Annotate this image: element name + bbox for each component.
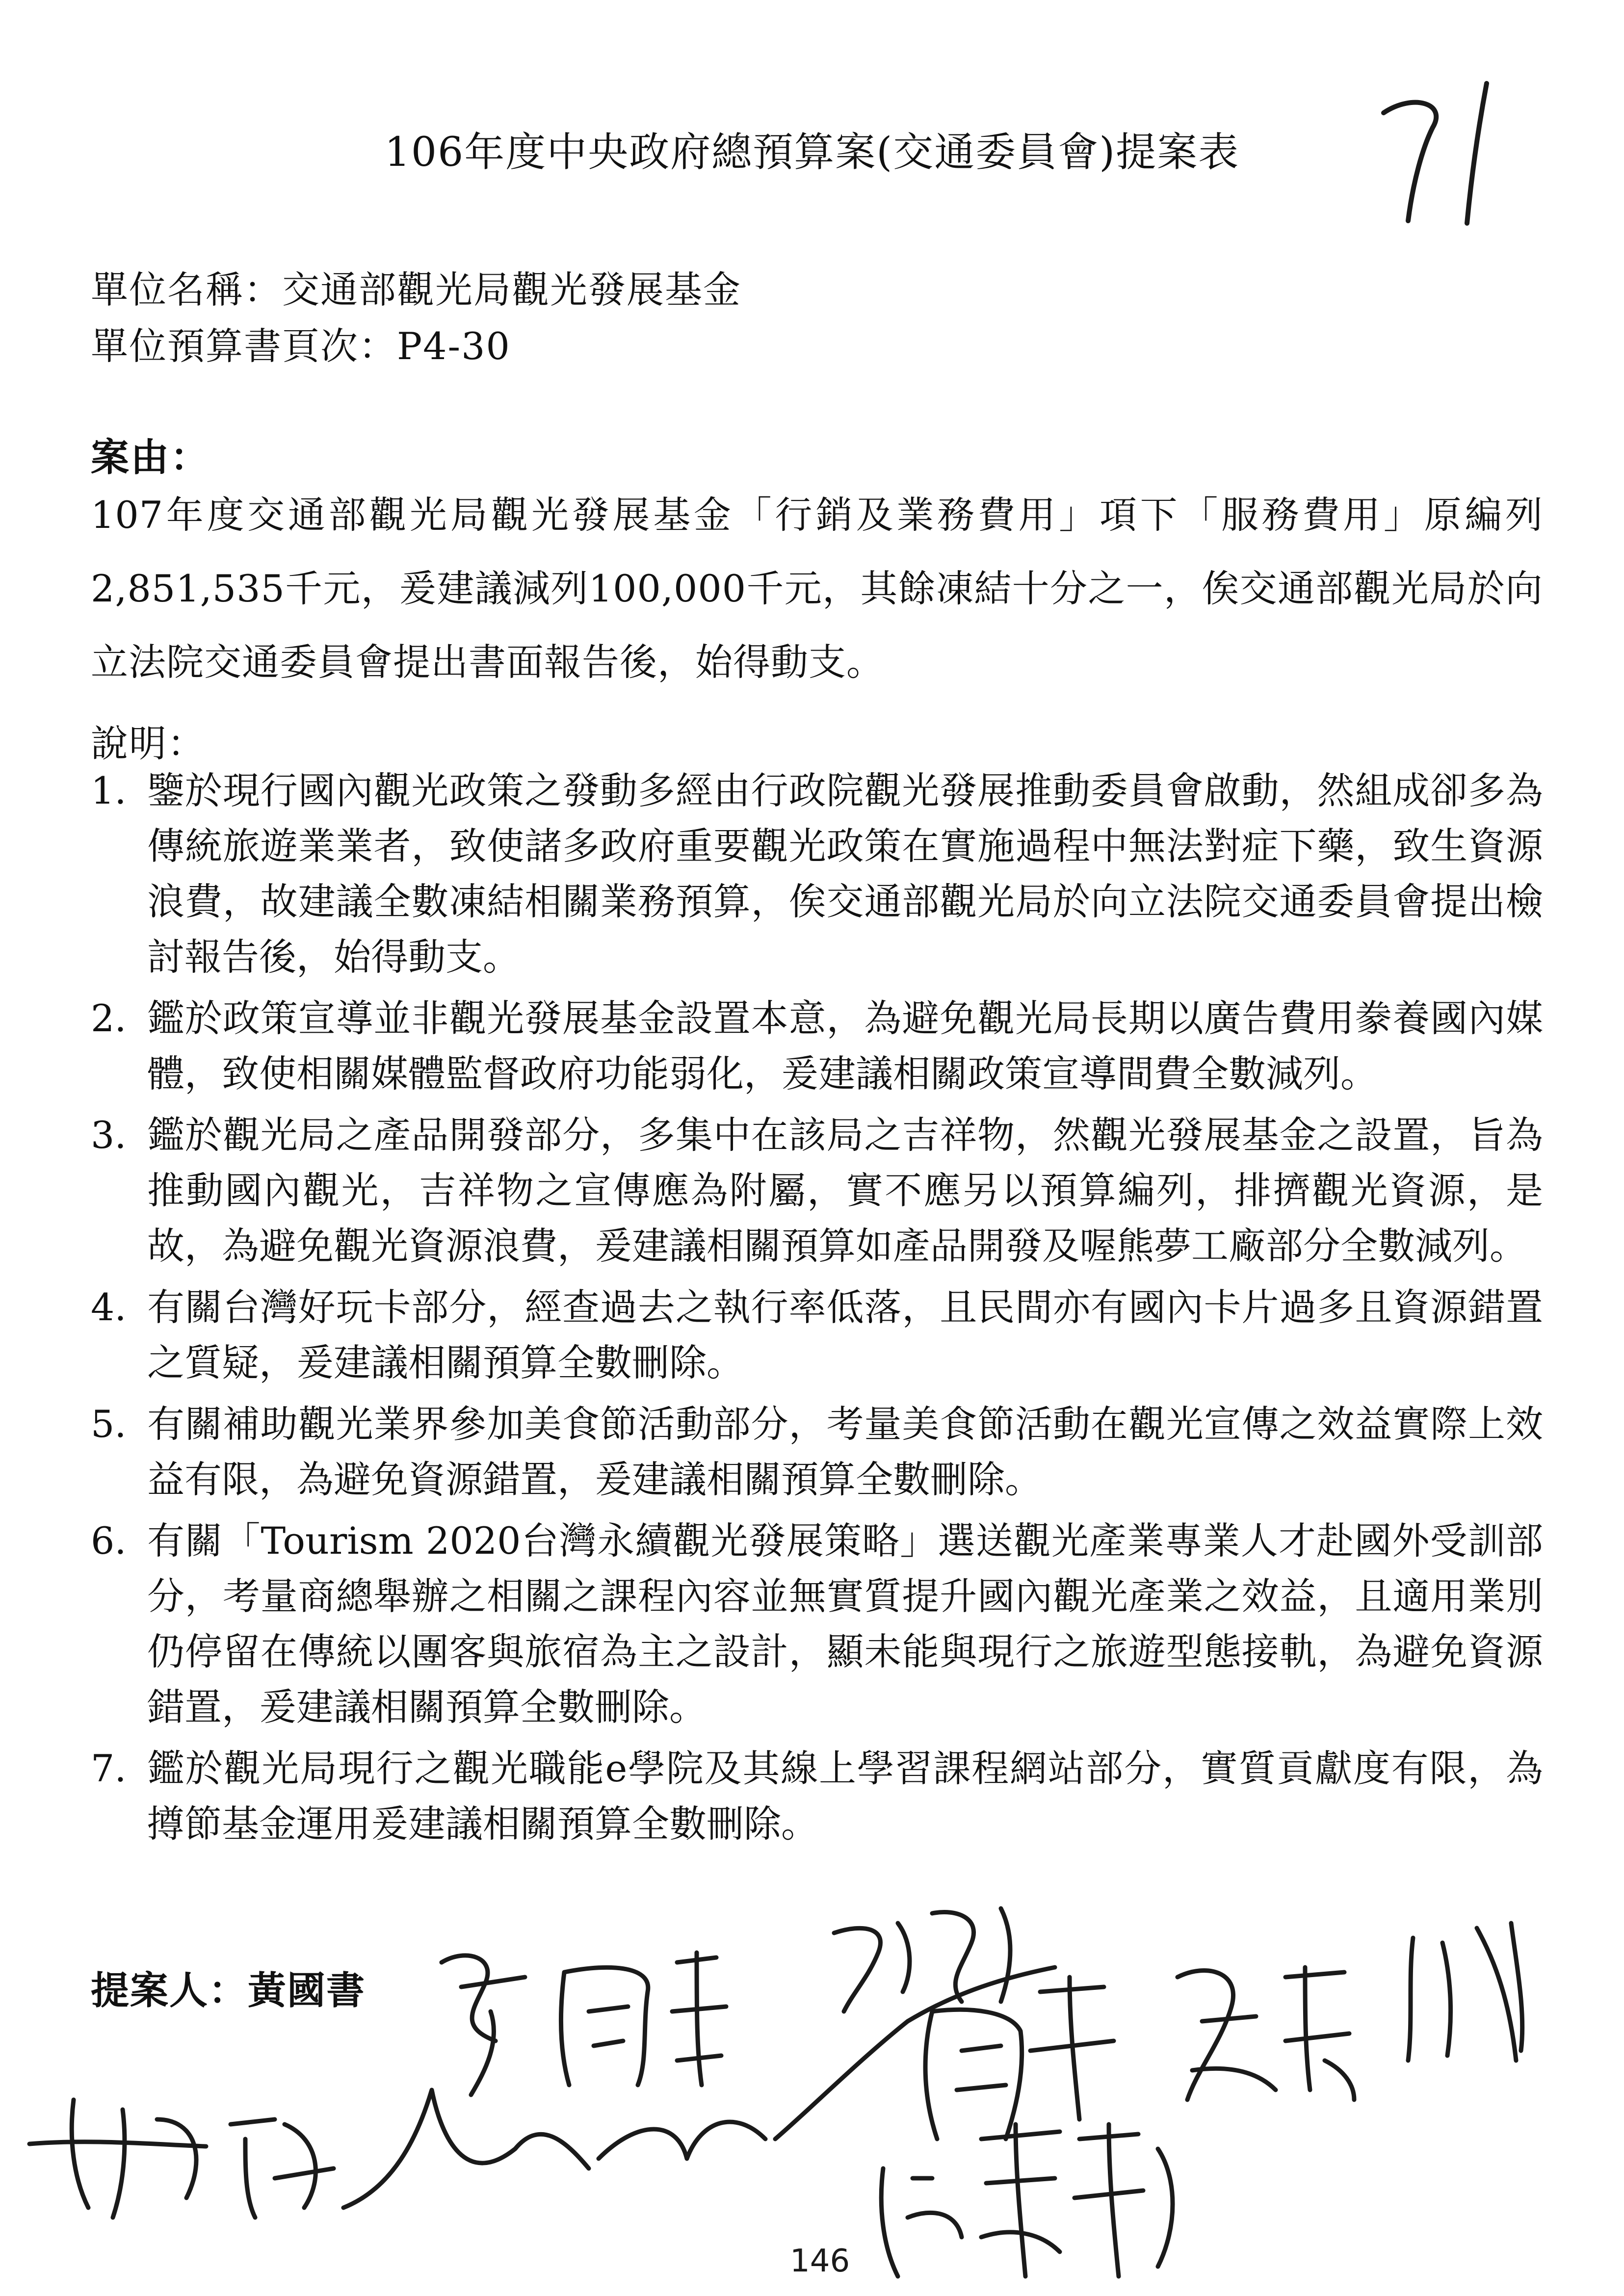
item-number: 1. [91, 769, 127, 812]
reason-text: 107年度交通部觀光局觀光發展基金「行銷及業務費用」項下「服務費用」原編列2,851,535千元，爰建議減列100,000千元，其餘凍結十分之一，俟交通部觀光局於向立法院交通委員會提出書面報告後，始得動支。 [91, 493, 1543, 684]
explanation-heading: 說明： [91, 722, 206, 765]
item-number: 3. [91, 1113, 127, 1157]
signature-7 [790, 2124, 1173, 2279]
signature-4 [925, 1977, 1114, 2139]
handwritten-page-number [1374, 74, 1521, 231]
explanation-item [91, 763, 1543, 985]
item-number: 4. [91, 1285, 127, 1329]
handwritten-signatures [0, 1864, 1624, 2296]
reason-heading: 案由： [91, 435, 210, 480]
explanation-item [91, 991, 1543, 1101]
signature-5 [1178, 1923, 1522, 2100]
item-number: 6. [91, 1519, 127, 1563]
explanation-item [91, 1396, 1543, 1507]
svg-text:146: 146 [790, 2243, 850, 2279]
explanation-item [91, 1279, 1543, 1390]
budget-page-ref: 單位預算書頁次：P4-30 [91, 324, 511, 368]
item-text: 有關補助觀光業界參加美食節活動部分，考量美食節活動在觀光宣傳之效益實際上效益有限，為避免資源錯置，爰建議相關預算全數刪除。 [147, 1402, 1543, 1501]
item-text: 有關「Tourism 2020台灣永續觀光發展策略」選送觀光產業專業人才赴國外受訓部分，考量商總舉辦之相關之課程內容並無實質提升國內觀光產業之效益，且適用業別仍停留在傳統以團客與旅宿為主之設計，顯未能與現行之旅遊型態接軌，為避免資源錯置，爰建議相關預算全數刪除。 [147, 1519, 1543, 1729]
signature-2 [561, 1953, 726, 2085]
proposer-label: 提案人：黃國書 [91, 1968, 366, 2013]
item-number: 2. [91, 996, 127, 1040]
item-number: 7. [91, 1747, 127, 1790]
explanation-item [91, 1107, 1543, 1274]
item-number: 5. [91, 1402, 127, 1446]
signature-1 [442, 1956, 525, 2095]
signature-6 [29, 1967, 1055, 2218]
item-text: 鑒於現行國內觀光政策之發動多經由行政院觀光發展推動委員會啟動，然組成卻多為傳統旅遊業業者，致使諸多政府重要觀光政策在實施過程中無法對症下藥，致生資源浪費，故建議全數凍結相關業務預算，俟交通部觀光局於向立法院交通委員會提出檢討報告後，始得動支。 [147, 769, 1543, 979]
item-text: 鑑於觀光局現行之觀光職能e學院及其線上學習課程網站部分，實質貢獻度有限，為撙節基金運用爰建議相關預算全數刪除。 [147, 1747, 1543, 1846]
explanation-list [91, 763, 1543, 1857]
unit-name: 單位名稱：交通部觀光局觀光發展基金 [91, 268, 741, 312]
explanation-item [91, 1513, 1543, 1735]
item-text: 鑑於觀光局之產品開發部分，多集中在該局之吉祥物，然觀光發展基金之設置，旨為推動國內觀光，吉祥物之宣傳應為附屬，實不應另以預算編列，排擠觀光資源，是故，為避免觀光資源浪費，爰建議相關預算如產品開發及喔熊夢工廠部分全數減列。 [147, 1113, 1543, 1268]
item-text: 有關台灣好玩卡部分，經查過去之執行率低落，且民間亦有國內卡片過多且資源錯置之質疑，爰建議相關預算全數刪除。 [147, 1285, 1543, 1384]
explanation-item [91, 1741, 1543, 1852]
document-title: 106年度中央政府總預算案(交通委員會)提案表 [384, 129, 1240, 176]
signature-3 [834, 1908, 1010, 2011]
item-text: 鑑於政策宣導並非觀光發展基金設置本意，為避免觀光局長期以廣告費用豢養國內媒體，致使相關媒體監督政府功能弱化，爰建議相關政策宣導間費全數減列。 [147, 996, 1543, 1096]
